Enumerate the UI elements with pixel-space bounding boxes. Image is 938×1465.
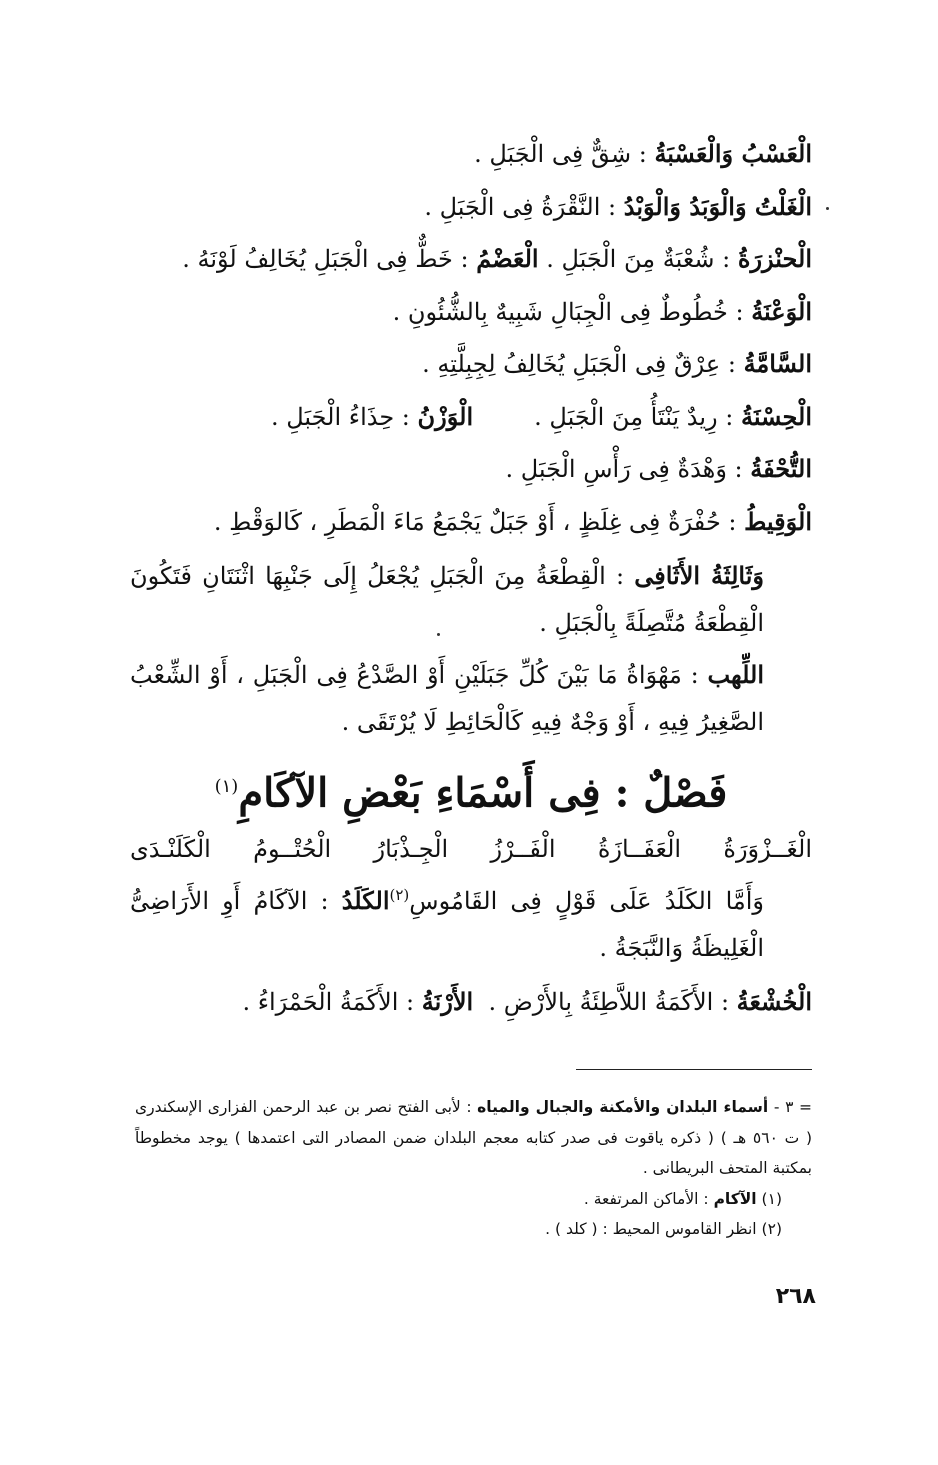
entry-paragraph [130,872,812,972]
entry-definition: : الأَكَمَةُ اللاَّطِئَةُ بِالأَرْضِ . [473,988,737,1017]
footnote-continuation [135,1092,812,1184]
words-line: الْغَــزْوَرَةُ الْعَفَــازَةُ الْفَــرْزُ الْجِـذْبَارُ الْحُتْــومُ الْكَلَنْـدَى [130,835,812,864]
speck [826,207,829,210]
entry-paragraph [130,552,812,647]
entry-definition: : حِذَاءُ الْجَبَلِ . [271,402,418,431]
entry-term: الْحِسْنَةُ [741,401,812,431]
entry-term: اللِّهب [707,660,764,689]
entry-paragraph [130,651,812,746]
speck [437,633,440,636]
entry-line [130,391,812,444]
entry-term: الْوَقِيطُ [744,506,812,536]
footnote-ref: (٢) [389,886,410,905]
entry-definition: : خُطُوطٌ فِى الْجِبَالِ شَبِيهٌ بِالشُّئُونِ . [392,297,752,326]
entry-term: الأَرْنَةُ [421,987,474,1017]
footnote-number: (١) [756,1189,782,1208]
entry-definition: : مَهْوَاةُ مَا بَيْنَ كُلِّ جَبَلَيْنِ أَوْ الصَّدْعُ فِى الْجَبَلِ ، أَوْ الشِّعْبُ الصَّغِيرُ فِيهِ ، أَوْ وَجْهٌ فِيهِ كَالْحَائِطِ لَا يُرْتَقَى . [130,661,764,736]
entry-line [130,496,812,549]
footnote-number: (٢) [756,1220,782,1238]
entry-line [130,286,812,339]
entry-term: الْعَضْمُ [476,244,539,273]
entry-definition: : النَّقْرَةُ فِى الْجَبَلِ . [424,192,624,221]
entry-term: وَثَالِثَةُ الأَثَافِى [634,561,764,590]
page-number: ٢٦٨ [775,1284,816,1309]
footnote-2 [135,1214,812,1245]
footnote-text: انظر القاموس المحيط : ( كلد ) . [545,1220,757,1238]
main-text [130,128,812,1029]
entry-line [130,128,812,181]
footnote-divider [576,1069,812,1070]
entry-line [130,443,812,496]
entry-term: الْوَعْنَةُ [751,296,812,326]
entry-term: السَّامَّةُ [743,349,812,378]
entry-term: الْوَزْنُ [417,401,474,431]
entry-intro: وَأَمَّا الكَلَدُ عَلَى قَوْلٍ فِى القَامُوسِ [409,887,765,916]
entry-definition: : وَهْدَةٌ فِى رَأْسِ الْجَبَلِ . [505,455,751,483]
entry-term: الكَلَدُ [341,886,390,916]
entry-line [130,233,812,286]
footnote-1 [135,1184,812,1215]
entry-line [130,338,812,391]
footnotes [135,1092,812,1245]
entry-definition: : الأَكَمَةُ الْحَمْرَاءُ . [242,988,422,1017]
section-heading [130,754,812,826]
entry-definition: : شُعْبَةٌ مِنَ الْجَبَلِ . [538,245,738,273]
entry-definition: : عِرْقٌ فِى الْجَبَلِ يُخَالِفُ لِجِبِلَّتِهِ . [422,350,744,378]
footnote-text: : الأماكن المرتفعة . [583,1189,714,1208]
footnote-title: أسماء البلدان والأمكنة والجبال والمياه [477,1098,769,1116]
entry-definition: : رِيدٌ يَنْتَأُ مِنَ الْجَبَلِ . [473,402,741,431]
entry-definition: : الْقِطْعَةُ مِنَ الْجَبَلِ يُجْعَلُ إِلَى جَنْبِهَا اثْنَتَانِ فَتَكُونَ الْقِطْعَةُ مُتَّصِلَةً بِالْجَبَلِ . [130,562,764,637]
heading-text: فَصْلٌ : فِى أَسْمَاءِ بَعْضِ الآكَامِ [238,769,728,817]
footnote-ref: (١) [214,776,239,797]
footnote-prefix: = ٣ - [768,1098,812,1116]
entry-line [130,181,812,234]
entry-term: الْغَلْتُ وَالْوَبَدُ وَالْوَبْدُ [623,191,812,221]
entry-definition: : خَطٌّ فِى الْجَبَلِ يُخَالِفُ لَوْنَهُ . [182,245,477,273]
footnote-text: : لأبى الفتح نصر بن عبد الرحمن الفزارى الإسكندرى ( ت ٥٦٠ هـ ) ( ذكره ياقوت فى صدر كتابه معجم البلدان ضمن المصادر التى اعتمدها ) يوجد مخطوطاً بمكتبة المتحف البريطانى . [135,1098,812,1177]
entry-definition: : شِقٌّ فِى الْجَبَلِ . [474,140,655,168]
entry-term: التُّحْفَةُ [750,454,812,483]
entry-term: الْخُشْعَةُ [736,987,812,1017]
footnote-term: الآكام [713,1189,757,1208]
entry-term: الْحنْزرَةُ [737,244,812,273]
entry-line [130,976,812,1029]
entry-definition: : الآكَامُ أَوِ الأَرَاضِىُّ الْغَلِيظَةُ وَالنَّبَجَةُ . [130,887,764,963]
entry-definition: : حُفْرَةٌ فِى غِلَظٍ ، أَوْ جَبَلٌ يَجْمَعُ مَاءَ الْمَطَرِ ، كَالوَقْطِ . [213,507,745,536]
entry-term: الْعَسْبُ وَالْعَسْبَةُ [654,139,812,168]
